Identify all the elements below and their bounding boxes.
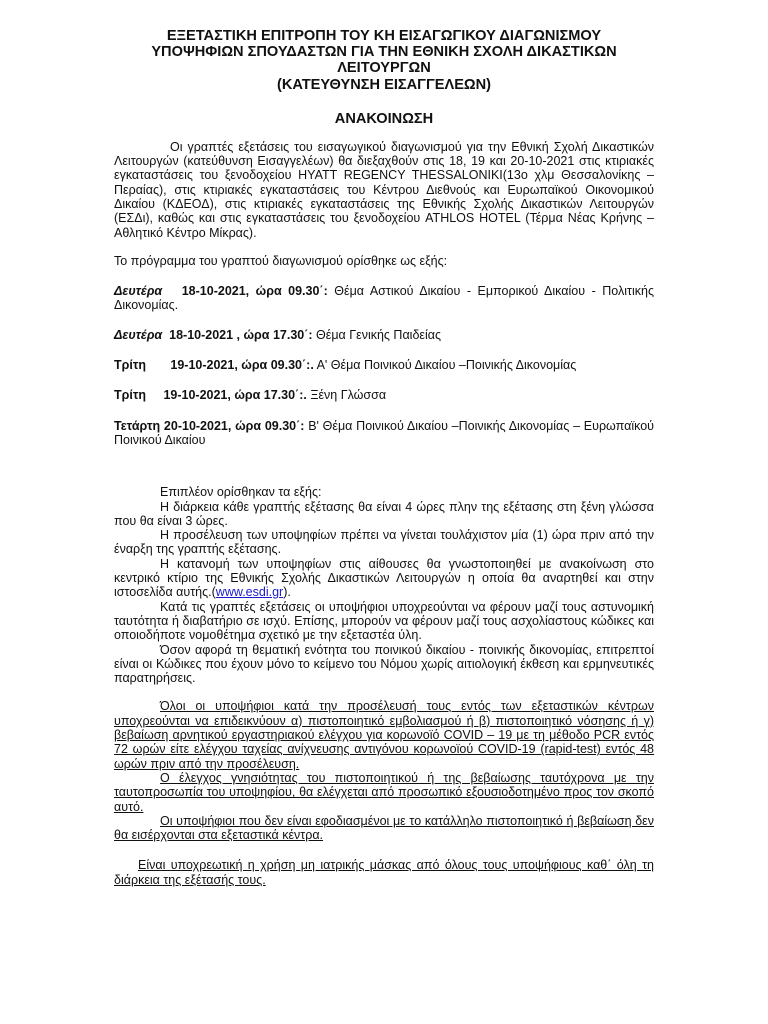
covid-certificate-rule: Όλοι οι υποψήφιοι κατά την προσέλευσή τους εντός των εξεταστικών κέντρων υποχρεούνται να επιδεικνύουν α) πιστοποιητικό εμβολιασμού ή β) πιστοποιητικό νόσησης ή γ) βεβαίωση αρνητικού εργαστηριακού ελέγχου για κορωνοϊό COVID – 19 με τη μέθοδο PCR εντός 72 ωρών είτε ελέγχου ταχείας ανίχνευσης αντιγόνου κορωνοϊού COVID-19 (rapid-test) εντός 48 ωρών πριν από την προσέλευση. [114, 699, 654, 771]
esdi-website-link[interactable]: www.esdi.gr [215, 585, 284, 600]
schedule-day: Τρίτη [114, 358, 147, 373]
rule-identification: Κατά τις γραπτές εξετάσεις οι υποψήφιοι υποχρεούνται να φέρουν μαζί τους αστυνομική ταυτότητα ή διαβατήριο σε ισχύ. Επίσης, μπορούν να φέρουν μαζί τους ασχολίαστους κώδικες και οποιοδήποτε νομοθέτημα σχετικό με την εξεταστέα ύλη. [114, 599, 654, 643]
rule-arrival: Η προσέλευση των υποψηφίων πρέπει να γίνεται τουλάχιστον μία (1) ώρα πριν από την έναρξη της γραπτής εξέτασης. [114, 528, 654, 557]
header-line-1: ΕΞΕΤΑΣΤΙΚΗ ΕΠΙΤΡΟΠΗ ΤΟΥ ΚΗ ΕΙΣΑΓΩΓΙΚΟΥ ΔΙΑΓΩΝΙΣΜΟΥ [166, 28, 602, 44]
rule-room-allocation-text: Η κατανομή των υποψηφίων στις αίθουσες θα γνωστοποιηθεί με ανακοίνωση στο κεντρικό κτίριο της Εθνικής Σχολής Δικαστικών Λειτουργών η οποία θα αναρτηθεί και στην ιστοσελίδα αυτής.( [114, 556, 654, 600]
covid-verification-rule: Ο έλεγχος γνησιότητας του πιστοποιητικού ή της βεβαίωσης ταυτόχρονα με την ταυτοπροσωπία του υποψηφίου, θα ελέγχεται από προσωπικό εξουσιοδοτημένο προς τον σκοπό αυτό. [114, 770, 654, 814]
schedule-date: 18-10-2021 , ώρα 17.30΄: [169, 327, 313, 342]
mask-rule: Είναι υποχρεωτική η χρήση μη ιατρικής μάσκας από όλους τους υποψήφιους καθ΄ όλη τη διάρκεια της εξέτασής τους. [114, 858, 654, 887]
schedule-subject: Β' Θέμα Ποινικού Δικαίου –Ποινικής Δικονομίας – Ευρωπαϊκού Ποινικού Δικαίου [114, 418, 654, 447]
header-line-4: (ΚΑΤΕΥΘΥΝΣΗ ΕΙΣΑΓΓΕΛΕΩΝ) [276, 76, 492, 93]
document-header [114, 28, 654, 93]
schedule-subject: Θέμα Γενικής Παιδείας [316, 327, 442, 342]
rule-room-allocation [114, 557, 654, 600]
schedule-item [114, 284, 654, 313]
schedule-day: Δευτέρα [114, 284, 163, 299]
schedule-item [114, 328, 654, 342]
schedule-date: 20-10-2021, ώρα 09.30΄: [163, 418, 305, 433]
schedule-subject: Α' Θέμα Ποινικού Δικαίου –Ποινικής Δικονομίας [316, 358, 577, 373]
schedule-date: 19-10-2021, ώρα 09.30΄:. [170, 358, 314, 373]
schedule-day: Τρίτη [114, 388, 147, 403]
schedule-item [114, 358, 654, 372]
intro-paragraph: Οι γραπτές εξετάσεις του εισαγωγικού διαγωνισμού για την Εθνική Σχολή Δικαστικών Λειτουργών (κατεύθυνση Εισαγγελέων) θα διεξαχθούν στις 18, 19 και 20-10-2021 στις κτιριακές εγκαταστάσεις του ξενοδοχείου HYATT REGENCY THESSALONIKI(13ο χλμ Θεσσαλονίκης – Περαίας), στις κτιριακές εγκαταστάσεις του Κέντρου Διεθνούς και Ευρωπαϊκού Οικονομικού Δικαίου (ΚΔΕΟΔ), στις κτιριακές εγκαταστάσεις της Εθνικής Σχολής Δικαστικών Λειτουργών (ΕΣΔι), καθώς και στις εγκαταστάσεις του ξενοδοχείου ATHLOS HOTEL (Τέρμα Νέας Κρήνης –Αθλητικό Κέντρο Μίκρας). [114, 139, 654, 240]
covid-entry-rule: Οι υποψήφιοι που δεν είναι εφοδιασμένοι με το κατάλληλο πιστοποιητικό ή βεβαίωση δεν θα εισέρχονται στα εξεταστικά κέντρα. [114, 813, 654, 843]
rule-duration: Η διάρκεια κάθε γραπτής εξέτασης θα είναι 4 ώρες πλην της εξέτασης στη ξένη γλώσσα που θα είναι 3 ώρες. [114, 499, 654, 528]
schedule-subject: Θέμα Αστικού Δικαίου - Εμπορικού Δικαίου - Πολιτικής Δικονομίας. [114, 284, 654, 313]
rule-codes: Όσον αφορά τη θεματική ενότητα του ποινικού δικαίου - ποινικής δικονομίας, επιτρεπτοί είναι οι Κώδικες που έχουν μόνο το κείμενο του Νόμου χωρίς αιτιολογική έκθεση και ερμηνευτικές παρατηρήσεις. [114, 642, 654, 686]
schedule-day: Τετάρτη [114, 418, 161, 433]
schedule-date: 19-10-2021, ώρα 17.30΄:. [163, 388, 307, 403]
additional-rules-title: Επιπλέον ορίσθηκαν τα εξής: [160, 485, 322, 500]
header-line-2: ΥΠΟΨΗΦΙΩΝ ΣΠΟΥΔΑΣΤΩΝ ΓΙΑ ΤΗΝ ΕΘΝΙΚΗ ΣΧΟΛΗ ΔΙΚΑΣΤΙΚΩΝ [151, 44, 617, 61]
announcement-title: ΑΝΑΚΟΙΝΩΣΗ [334, 110, 434, 127]
header-line-3: ΛΕΙΤΟΥΡΓΩΝ [337, 60, 431, 77]
schedule-item [114, 388, 654, 402]
schedule-intro: Το πρόγραμμα του γραπτού διαγωνισμού ορίσθηκε ως εξής: [114, 253, 448, 268]
schedule-item [114, 419, 654, 448]
schedule-date: 18-10-2021, ώρα 09.30΄: [181, 284, 328, 299]
schedule-day: Δευτέρα [114, 327, 163, 342]
rule-room-allocation-end: ). [283, 585, 291, 600]
schedule-subject: Ξένη Γλώσσα [310, 388, 387, 403]
